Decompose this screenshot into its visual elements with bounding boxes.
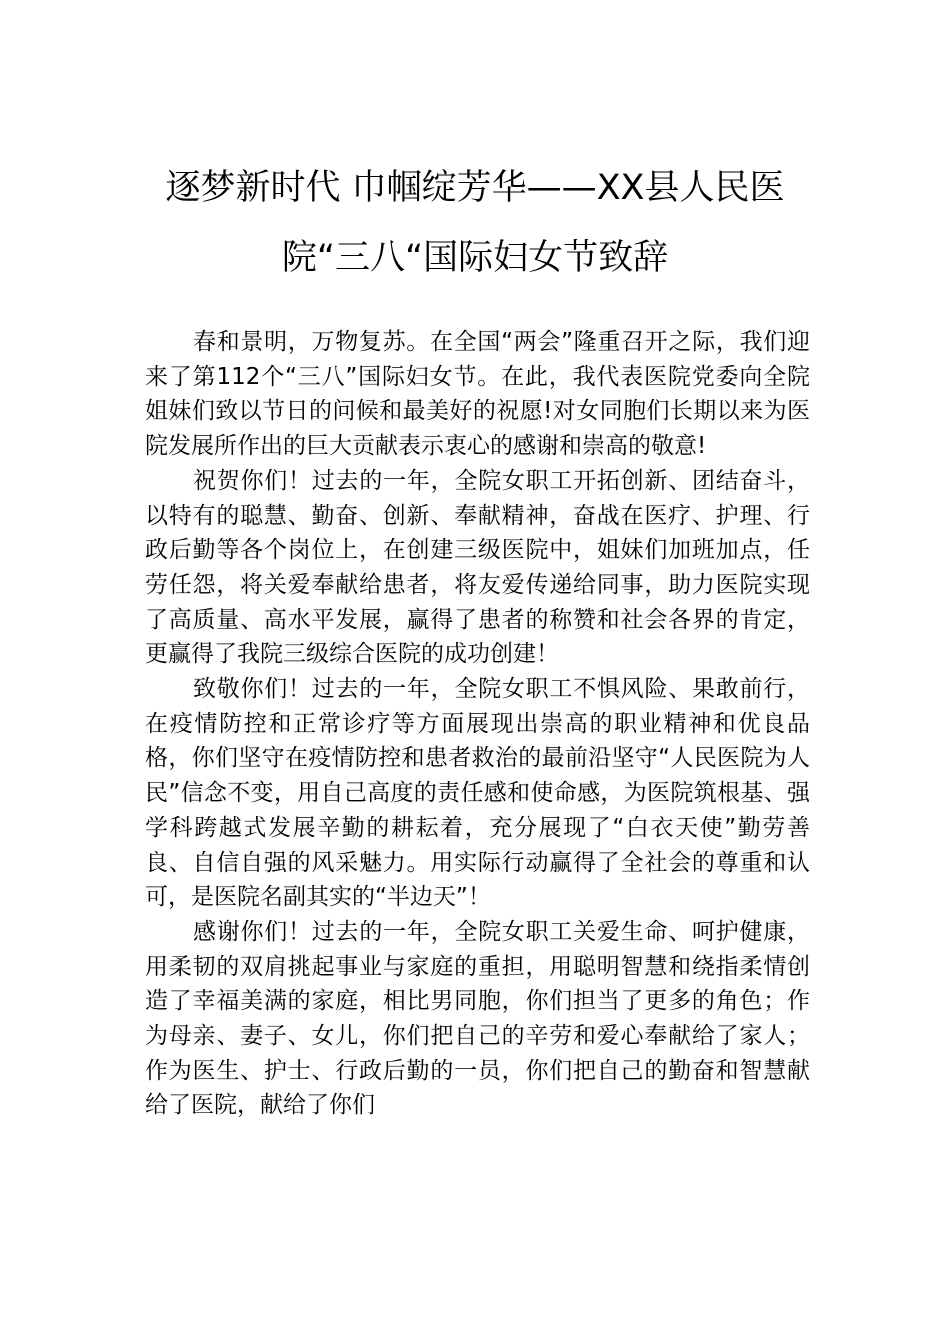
document-body [145, 325, 810, 1123]
paragraph-salute: 致敬你们！过去的一年，全院女职工不惧风险、果敢前行，在疫情防控和正常诊疗等方面展现出崇高的职业精神和优良品格，你们坚守在疫情防控和患者救治的最前沿坚守“人民医院为人民”信念不变，用自己高度的责任感和使命感，为医院筑根基、强学科跨越式发展辛勤的耕耘着，充分展现了“白衣天使”勤劳善良、自信自强的风采魅力。用实际行动赢得了全社会的尊重和认可，是医院名副其实的“半边天”！ [145, 676, 810, 911]
paragraph-greeting: 春和景明，万物复苏。在全国“两会”隆重召开之际，我们迎来了第112个“三八”国际妇女节。在此，我代表医院党委向全院姐妹们致以节日的问候和最美好的祝愿!对女同胞们长期以来为医院发展所作出的巨大贡献表示衷心的感谢和崇高的敬意! [145, 329, 810, 460]
document-title-line-1: 逐梦新时代 巾帼绽芳华——XX县人民医 [165, 168, 785, 208]
document-title-line-2: 院“三八“国际妇女节致辞 [281, 238, 669, 278]
paragraph-thanks: 感谢你们！过去的一年，全院女职工关爱生命、呵护健康，用柔韧的双肩挑起事业与家庭的重担，用聪明智慧和绕指柔情创造了幸福美满的家庭，相比男同胞，你们担当了更多的角色；作为母亲、妻子、女儿，你们把自己的辛劳和爱心奉献给了家人；作为医生、护士、行政后勤的一员，你们把自己的勤奋和智慧献给了医院，献给了你们 [145, 918, 810, 1119]
paragraph-congratulate: 祝贺你们！过去的一年，全院女职工开拓创新、团结奋斗，以特有的聪慧、勤奋、创新、奉献精神，奋战在医疗、护理、行政后勤等各个岗位上，在创建三级医院中，姐妹们加班加点，任劳任怨，将关爱奉献给患者，将友爱传递给同事，助力医院实现了高质量、高水平发展，赢得了患者的称赞和社会各界的肯定，更赢得了我院三级综合医院的成功创建！ [145, 467, 810, 668]
